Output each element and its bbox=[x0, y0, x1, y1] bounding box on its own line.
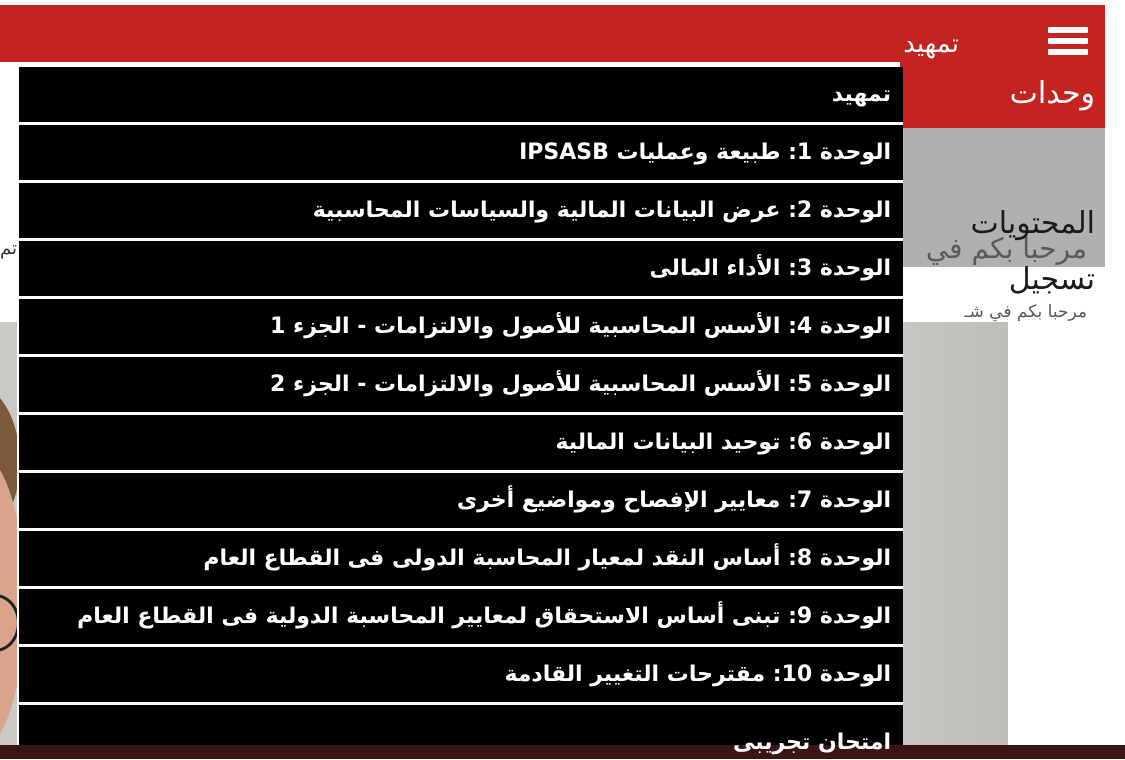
units-dropdown-menu bbox=[17, 67, 903, 755]
menu-item-unit-7[interactable] bbox=[19, 473, 903, 531]
menu-item-label: الوحدة 6: توحيد البيانات المالية bbox=[555, 430, 891, 455]
menu-item-label: تمهيد bbox=[831, 82, 891, 107]
menu-item-label: الوحدة 5: الأسس المحاسبية للأصول والالتزامات - الجزء 2 bbox=[270, 372, 891, 397]
menu-item-label: الوحدة 4: الأسس المحاسبية للأصول والالتزامات - الجزء 1 bbox=[270, 314, 891, 339]
menu-item-label: الوحدة 3: الأداء المالى bbox=[649, 256, 891, 281]
menu-item-practice-exam[interactable] bbox=[19, 705, 903, 760]
side-navigation-panel bbox=[900, 62, 1105, 322]
menu-item-unit-10[interactable] bbox=[19, 647, 903, 705]
menu-item-unit-2[interactable] bbox=[19, 183, 903, 241]
nav-item-register[interactable]: تسجيل bbox=[1008, 262, 1095, 297]
menu-item-label: امتحان تجريبى bbox=[733, 730, 891, 755]
menu-item-unit-6[interactable] bbox=[19, 415, 903, 473]
hamburger-icon[interactable] bbox=[1048, 27, 1088, 57]
menu-item-label: الوحدة 10: مقترحات التغيير القادمة bbox=[504, 662, 891, 687]
menu-item-unit-9[interactable] bbox=[19, 589, 903, 647]
menu-item-unit-3[interactable] bbox=[19, 241, 903, 299]
top-navigation-bar bbox=[0, 5, 1105, 62]
nav-item-units[interactable]: وحدات bbox=[1009, 76, 1095, 111]
menu-item-label: الوحدة 7: معايير الإفصاح ومواضيع أخرى bbox=[456, 488, 891, 513]
menu-item-label: الوحدة 8: أساس النقد لمعيار المحاسبة الدولى فى القطاع العام bbox=[203, 546, 891, 571]
nav-item-contents[interactable]: المحتويات bbox=[970, 206, 1095, 241]
menu-item-unit-1[interactable] bbox=[19, 125, 903, 183]
menu-item-label: الوحدة 9: تبنى أساس الاستحقاق لمعايير المحاسبة الدولية فى القطاع العام bbox=[77, 604, 891, 629]
page-title[interactable]: تمهيد bbox=[903, 29, 959, 59]
menu-item-label: الوحدة 2: عرض البيانات المالية والسياسات المحاسبية bbox=[312, 198, 891, 223]
partial-page-text: تم bbox=[0, 238, 17, 259]
menu-item-intro[interactable] bbox=[19, 67, 903, 125]
menu-item-unit-5[interactable] bbox=[19, 357, 903, 415]
background-welcome-text: مرحبا بكم في bbox=[925, 232, 1087, 265]
menu-item-unit-8[interactable] bbox=[19, 531, 903, 589]
background-welcome-subtext: مرحبا بكم في شـ bbox=[964, 302, 1087, 322]
menu-item-unit-4[interactable] bbox=[19, 299, 903, 357]
menu-item-label: الوحدة 1: طبيعة وعمليات IPSASB bbox=[519, 140, 891, 165]
